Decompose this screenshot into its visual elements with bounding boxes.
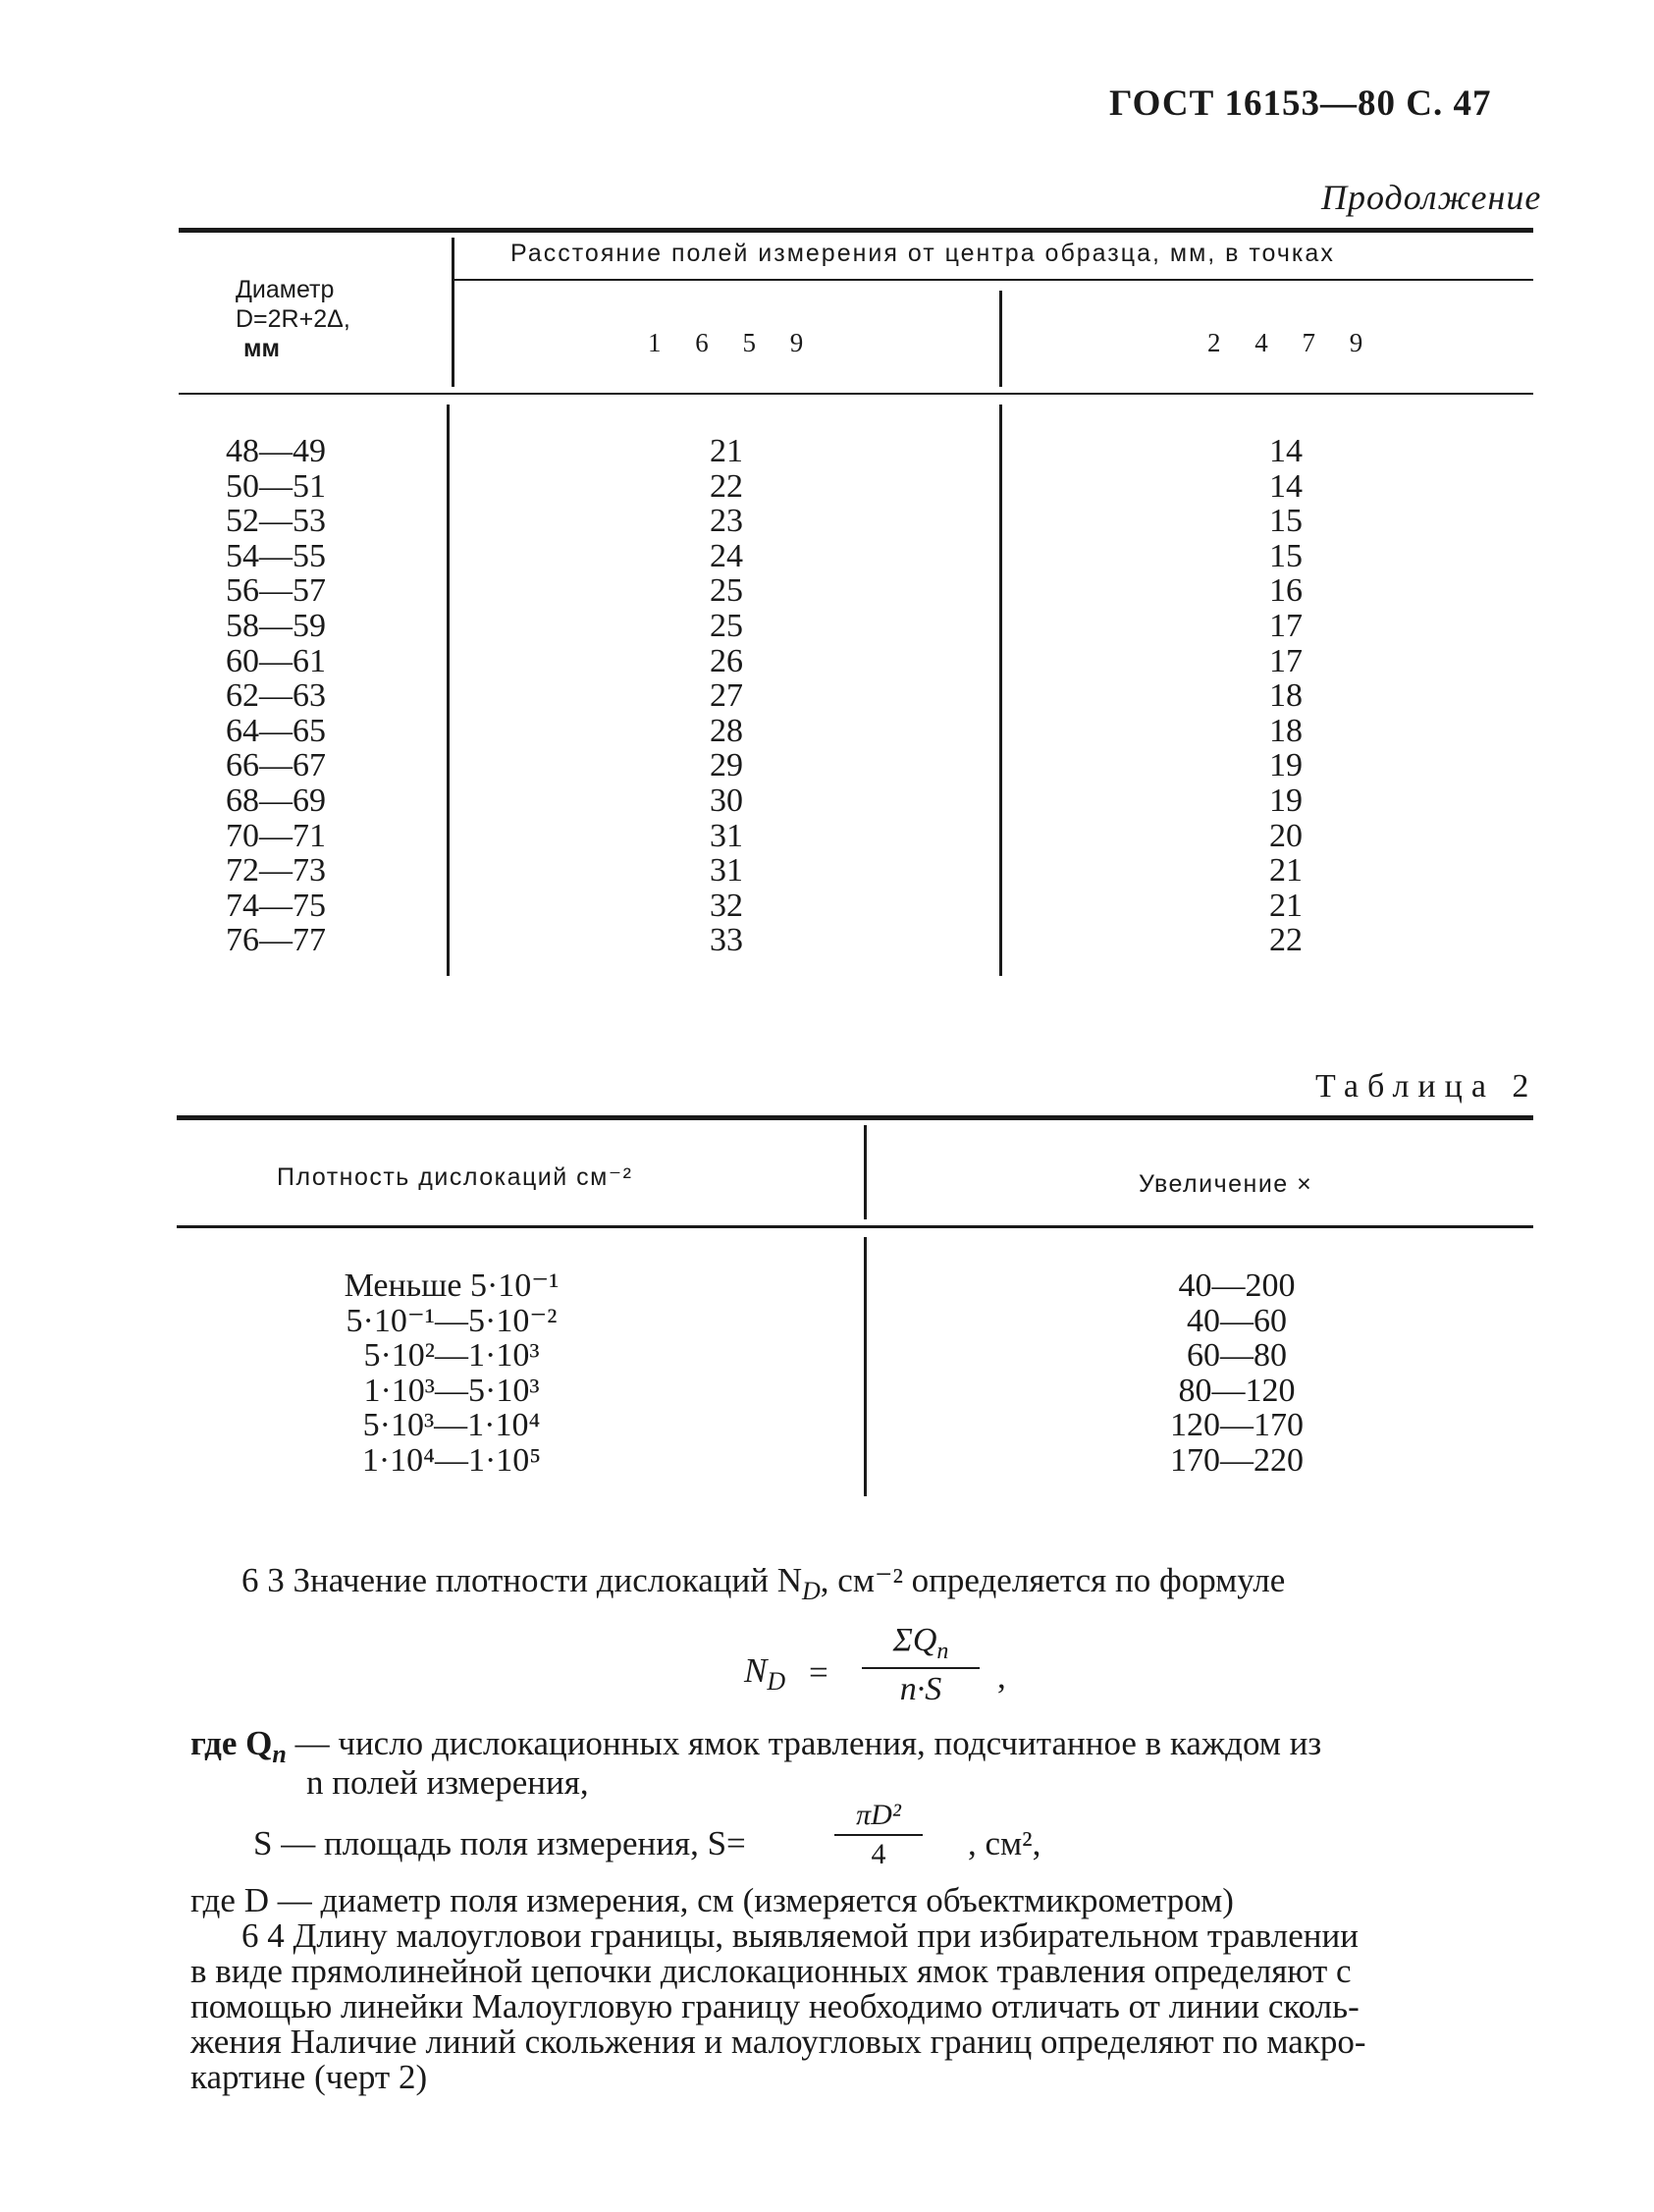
table2-magnification-header: Увеличение ×: [1139, 1170, 1313, 1198]
diameter-unit: мм: [243, 335, 280, 362]
paragraph-6-3: [241, 1561, 1285, 1606]
s-unit: , см²,: [968, 1824, 1041, 1862]
table-cell: 74—75: [226, 887, 326, 924]
table1-header-divider: [452, 238, 454, 387]
s-fraction: [834, 1799, 923, 1871]
table-cell: 22: [1269, 922, 1303, 959]
table1-diameter-header: [236, 275, 350, 363]
where-qn-text: — число дислокационных ямок травления, подсчитанное в каждом из: [294, 1724, 1322, 1762]
table-cell: 31: [710, 852, 743, 890]
table-cell: 40—60: [1187, 1302, 1287, 1339]
table-cell: 54—55: [226, 537, 326, 574]
table1-points-b: 2 4 7 9: [1207, 328, 1377, 357]
table-cell: 19: [1269, 747, 1303, 784]
table-cell: 80—120: [1178, 1372, 1296, 1409]
table-cell: 27: [710, 677, 743, 715]
table-cell: 21: [710, 433, 743, 469]
diameter-label: Диаметр: [236, 276, 335, 303]
s-numerator: πD²: [856, 1799, 901, 1831]
table-cell: 16: [1269, 572, 1303, 610]
table-cell: 50—51: [226, 467, 326, 505]
table1-body-divider-1: [447, 405, 450, 976]
where-qn-label: где Q: [190, 1724, 273, 1762]
s-definition: S — площадь поля измерения, S=: [253, 1824, 746, 1862]
p63-subscript: D: [802, 1577, 821, 1605]
table-cell: 1·10³—5·10³: [363, 1372, 540, 1409]
formula-lhs: [744, 1651, 785, 1697]
p64-line: помощью линейки Малоугловую границу необходимо отличать от линии сколь-: [190, 1987, 1360, 2025]
table2-header-bottom-rule: [177, 1225, 1533, 1228]
table-cell: 5·10⁻¹—5·10⁻²: [346, 1302, 558, 1339]
table-cell: 120—170: [1170, 1407, 1304, 1444]
table1-body-divider-2: [999, 405, 1002, 976]
table-cell: 72—73: [226, 852, 326, 890]
formula-lhs-subscript: D: [767, 1667, 786, 1696]
table2-magnification-column: [1080, 1268, 1394, 1479]
table1-points-a-column: [677, 434, 775, 958]
table2-header-divider: [864, 1125, 867, 1219]
continuation-label: Продолжение: [1321, 178, 1542, 217]
where-d-line: где D — диаметр поля измерения, см (измеряется объектмикрометром): [190, 1881, 1234, 1919]
diameter-formula: D=2R+2Δ,: [236, 305, 350, 333]
table-cell: 19: [1269, 782, 1303, 819]
table-cell: 25: [710, 572, 743, 610]
table-cell: 30: [710, 782, 743, 819]
table-cell: 29: [710, 747, 743, 784]
table-cell: 58—59: [226, 607, 326, 644]
formula-comma: ,: [997, 1657, 1006, 1696]
table2-label: Таблица 2: [1315, 1068, 1538, 1105]
table-cell: 68—69: [226, 782, 326, 819]
formula-numerator-subscript: n: [936, 1638, 949, 1664]
table1-points-divider: [999, 291, 1002, 387]
table-cell: 15: [1269, 503, 1303, 540]
table-cell: 1·10⁴—1·10⁵: [361, 1441, 542, 1479]
table-cell: 24: [710, 537, 743, 574]
formula-denominator: n·S: [899, 1670, 942, 1707]
s-fraction-bar: [834, 1834, 923, 1836]
table2-density-column: [294, 1268, 609, 1479]
table2-density-header: Плотность дислокаций см⁻²: [277, 1163, 633, 1191]
p64-line: в виде прямолинейной цепочки дислокационных ямок травления определяют с: [190, 1952, 1352, 1990]
table-cell: 52—53: [226, 503, 326, 540]
table-cell: 32: [710, 887, 743, 924]
table-cell: 14: [1269, 433, 1303, 469]
table-cell: 17: [1269, 642, 1303, 679]
table-cell: 60—61: [226, 642, 326, 679]
formula-fraction-bar: [862, 1667, 980, 1669]
table-cell: 14: [1269, 467, 1303, 505]
table-cell: 28: [710, 712, 743, 749]
table1-points-a: 1 6 5 9: [648, 328, 818, 357]
table-cell: Меньше 5·10⁻¹: [344, 1268, 560, 1304]
p64-line: жения Наличие линий скольжения и малоугловых границ определяют по макро-: [190, 2023, 1366, 2061]
table-cell: 25: [710, 607, 743, 644]
p63-text: 6 3 Значение плотности дислокаций N: [241, 1561, 802, 1599]
table-cell: 31: [710, 817, 743, 854]
table-cell: 22: [710, 467, 743, 505]
table-cell: 18: [1269, 677, 1303, 715]
table1-points-b-column: [1237, 434, 1335, 958]
table-cell: 21: [1269, 852, 1303, 890]
table-cell: 15: [1269, 537, 1303, 574]
table-cell: 40—200: [1178, 1268, 1296, 1304]
table1-span-header: Расстояние полей измерения от центра образца, мм, в точках: [510, 240, 1335, 267]
formula-numerator: [862, 1622, 980, 1665]
formula-fraction: [862, 1622, 980, 1708]
s-denominator: 4: [871, 1838, 886, 1870]
table-cell: 5·10³—1·10⁴: [362, 1407, 541, 1444]
table1-top-rule: [179, 228, 1533, 233]
table-cell: 26: [710, 642, 743, 679]
formula-equals: =: [809, 1653, 828, 1692]
table-cell: 170—220: [1170, 1441, 1304, 1479]
table-cell: 20: [1269, 817, 1303, 854]
where-qn-prefix: [190, 1724, 287, 1768]
table-cell: 48—49: [226, 433, 326, 469]
p64-line: картине (черт 2): [190, 2058, 428, 2096]
table-cell: 64—65: [226, 712, 326, 749]
where-qn-continuation: n полей измерения,: [306, 1763, 589, 1802]
table-cell: 33: [710, 922, 743, 959]
table-cell: 62—63: [226, 677, 326, 715]
table-cell: 76—77: [226, 922, 326, 959]
table-cell: 60—80: [1187, 1337, 1287, 1375]
formula-numerator-text: ΣQ: [892, 1622, 937, 1658]
table1-header-bottom-rule: [179, 393, 1533, 395]
table-cell: 23: [710, 503, 743, 540]
table-cell: 70—71: [226, 817, 326, 854]
table-cell: 18: [1269, 712, 1303, 749]
paragraph-6-4: [190, 1918, 1366, 2095]
p63-rest: , см⁻² определяется по формуле: [820, 1561, 1286, 1599]
table-cell: 66—67: [226, 747, 326, 784]
table1-subheader-rule: [454, 279, 1533, 281]
where-qn-subscript: n: [272, 1740, 287, 1768]
table-cell: 5·10²—1·10³: [363, 1337, 540, 1375]
table-cell: 56—57: [226, 572, 326, 610]
table2-top-rule: [177, 1115, 1533, 1120]
table-cell: 17: [1269, 607, 1303, 644]
table1-diameter-column: [226, 434, 344, 958]
table2-body-divider: [864, 1237, 867, 1496]
p64-line: 6 4 Длину малоугловои границы, выявляемой при избирательном травлении: [241, 1916, 1359, 1955]
table-cell: 21: [1269, 887, 1303, 924]
formula-lhs-symbol: N: [744, 1651, 768, 1690]
page-header: ГОСТ 16153—80 С. 47: [1109, 83, 1492, 124]
